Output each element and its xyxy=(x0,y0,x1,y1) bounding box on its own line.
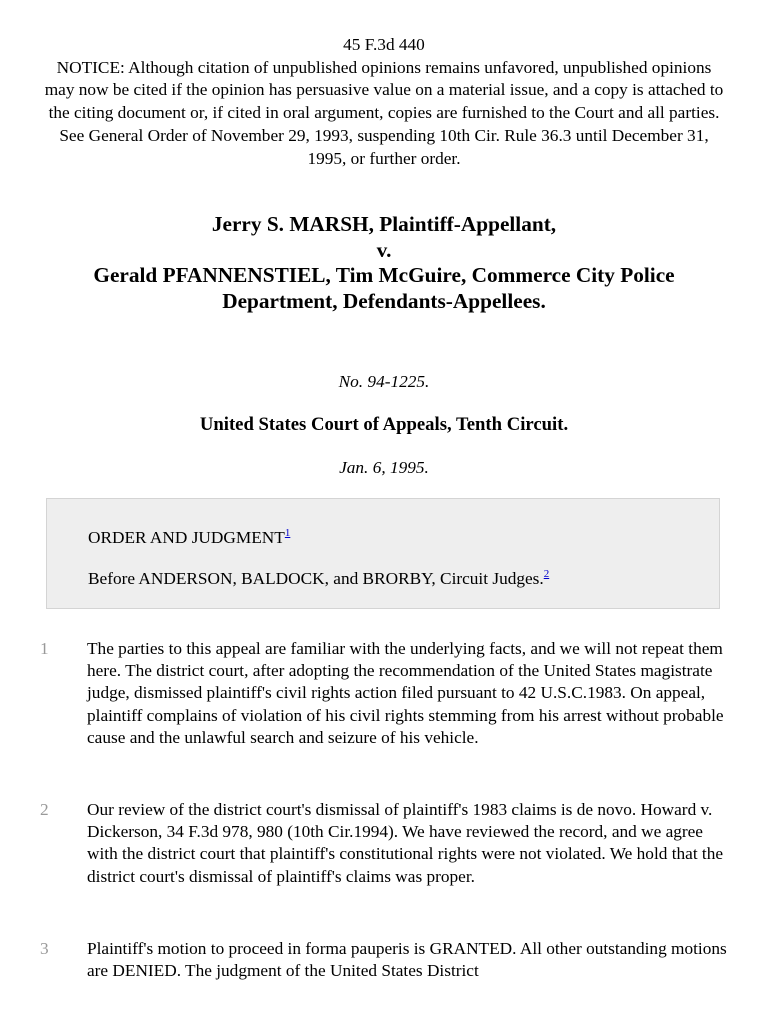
panel-label: Before ANDERSON, BALDOCK, and BRORBY, Circuit Judges. xyxy=(88,569,544,588)
case-caption xyxy=(20,212,748,314)
unpublished-notice: NOTICE: Although citation of unpublished opinions remains unfavored, unpublished opinions may now be cited if the opinion has persuasive value on a material issue, and a copy is attached to the citing document or, if cited in oral argument, copies are furnished to the Court and all parties. See General Order of November 29, 1993, suspending 10th Cir. Rule 36.3 until December 31, 1995, or further order. xyxy=(44,57,724,168)
order-box xyxy=(46,498,720,609)
versus-line: v. xyxy=(376,237,392,262)
panel-line xyxy=(88,568,549,590)
paragraph-text: Plaintiff's motion to proceed in forma pauperis is GRANTED. All other outstanding motions are DENIED. The judgment of the United States District xyxy=(87,939,727,981)
defendants-line-1: Gerald PFANNENSTIEL, Tim McGuire, Commerce City Police xyxy=(93,263,675,287)
footnote-link-1[interactable]: 1 xyxy=(284,527,291,540)
paragraph-text: Our review of the district court's dismissal of plaintiff's 1983 claims is de novo. Howard v. Dickerson, 34 F.3d 978, 980 (10th Cir.1994). We have reviewed the record, and we agree with the district court that plaintiff's constitutional rights were not violated. We hold that the district court's dismissal of plaintiff's claims was proper. xyxy=(87,800,724,886)
order-heading xyxy=(88,527,290,549)
document-header xyxy=(40,34,728,170)
decision-date: Jan. 6, 1995. xyxy=(339,458,429,477)
order-label: ORDER AND JUDGMENT xyxy=(88,528,285,547)
paragraph-number: 3 xyxy=(40,939,49,958)
paragraph-text: The parties to this appeal are familiar with the underlying facts, and we will not repeat them here. The district court, after adopting the recommendation of the United States magistrate judge, dismissed plaintiff's civil rights action filed pursuant to 42 U.S.C.1983. On appeal, plaintiff complains of violation of his civil rights stemming from his arrest without probable cause and the unlawful search and seizure of his vehicle. xyxy=(87,639,724,747)
paragraph-number: 2 xyxy=(40,800,49,819)
footnote-link-2[interactable]: 2 xyxy=(543,568,550,581)
paragraph-number: 1 xyxy=(40,639,49,658)
plaintiff-line: Jerry S. MARSH, Plaintiff-Appellant, xyxy=(211,212,557,236)
defendants-line-2: Department, Defendants-Appellees. xyxy=(222,288,546,313)
docket-number: No. 94-1225. xyxy=(338,372,430,391)
reporter-citation: 45 F.3d 440 xyxy=(343,35,425,54)
court-name: United States Court of Appeals, Tenth Circuit. xyxy=(199,414,569,435)
